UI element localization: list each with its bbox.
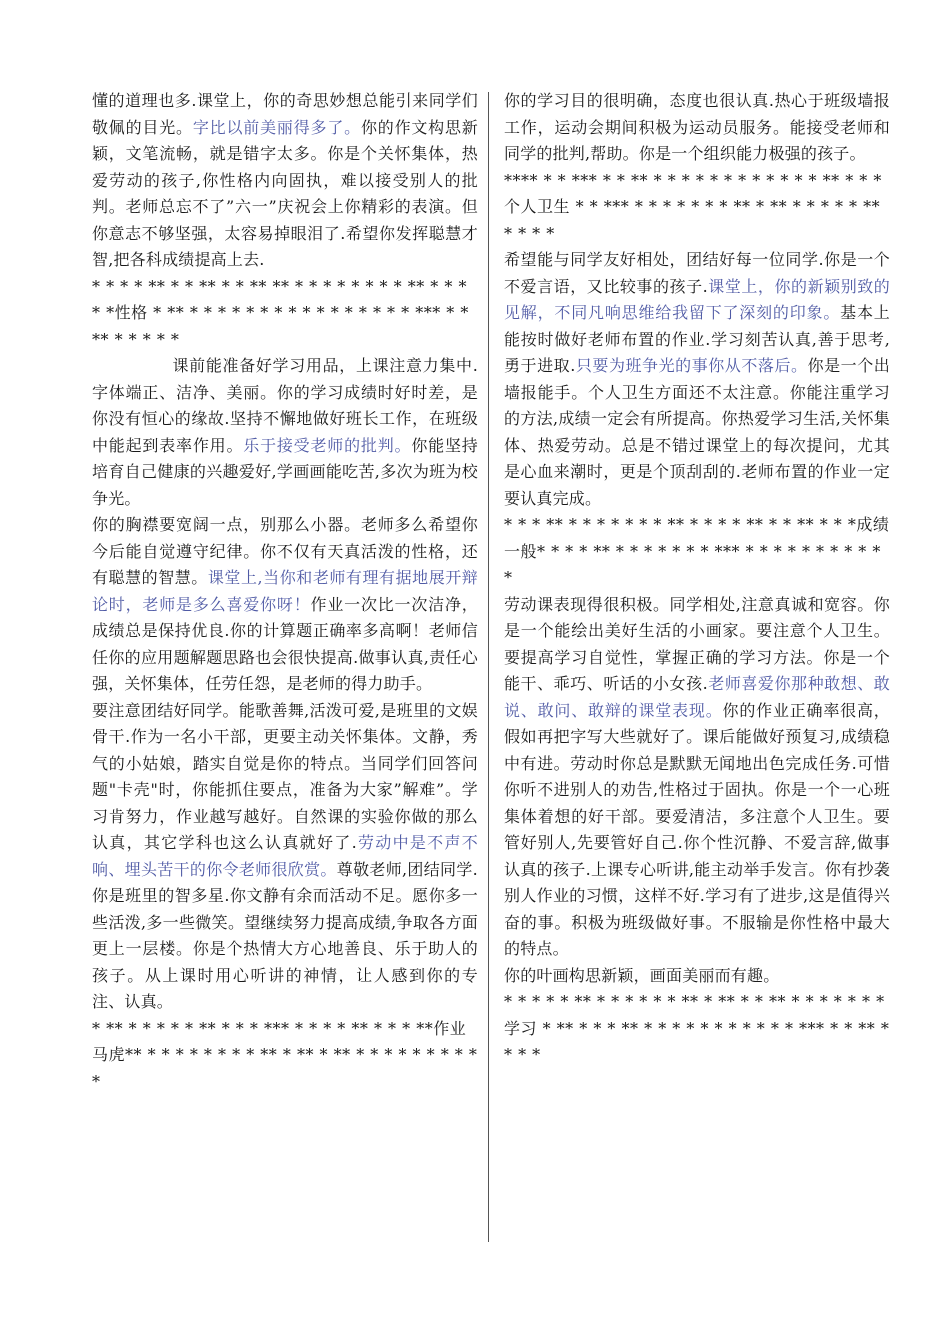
comment-paragraph: 你的学习目的很明确，态度也很认真.热心于班级墙报工作，运动会期间积极为运动员服务。能接受老师和同学的批判,帮助。你是一个组织能力极强的孩子。 bbox=[504, 91, 890, 163]
comment-text: 劳动课表现得很积极。同学相处,注意真诚和宽容。你是一个能绘出美好生活的小画家。要注意个人卫生。要提高学习自觉性，掌握正确的学习方法。你是一个能干、乖巧、听话的小女孩. bbox=[504, 594, 890, 693]
comment-text: 要注意团结好同学。能歌善舞,活泼可爱,是班里的文娱骨干.作为一名小干部，更要主动关怀集体。文静，秀气的小姑娘，踏实自觉是你的特点。当同学们回答问题"卡壳"时，你能抓住要点，准备为大家”解难”。学习肯努力，作业越写越好。自然课的实验你做的那么认真，其它学科也这么认真就好了. bbox=[92, 700, 478, 852]
comment-text: 尊敬老师,团结同学.你是班里的智多星.你文静有余而活动不足。愿你多一些活泼,多一些微笑。望继续努力提高成绩,争取各方面更上一层楼。你是个热情大方心地善良、乐于助人的孩子。从上课时用心听讲的神情，让人感到你的专注、认真。 bbox=[92, 859, 478, 1011]
comment-text: 作业一次比一次洁净，成绩总是保持优良.你的计算题正确率多高啊！老师信任你的应用题解题思路也会很快提高.做事认真,责任心强，关怀集体，任劳任怨，是老师的得力助手。 bbox=[92, 594, 478, 693]
comment-paragraph bbox=[92, 353, 478, 512]
comment-text: 课前能准备好学习用品，上课注意力集中.字体端正、洁净、美丽。你的学习成绩时好时差，是你没有恒心的缘故.坚持不懈地做好班长工作，在班级中能起到表率作用。 bbox=[92, 356, 478, 455]
comment-text: 你的作业正确率很高，假如再把字写大些就好了。课后能做好预复习,成绩稳中有进。劳动时你总是默默无闻地出色完成任务.可惜你听不进别人的劝告,性格过于固执。你是一个一心班集体着想的好干部。要爱清洁，多注意个人卫生。要管好别人,先要管好自己.你个性沉静、不爱言辞,做事认真的孩子.上课专心听讲,能主动举手发言。你有抄袭别人作业的习惯，这样不好.学习有了进步,这是值得兴奋的事。积极为班级做好事。不服输是你性格中最大的特点。 bbox=[504, 700, 890, 958]
category-separator: * * * ** * * * * * * * ** * * * * ** * * ** * * *成绩一般* * * * ** * * * * * * * *** * * * * * * * * * * * bbox=[504, 515, 890, 587]
highlighted-text: 劳动中是不声不响、埋头苦干的你令老师很欣赏。 bbox=[92, 833, 478, 879]
comment-paragraph bbox=[504, 247, 890, 512]
category-separator: **** * * *** * * ** * * * * * * * * * * * * ** * * *个人卫生 * * *** * * * * * * * ** * ** * * * * * ** * * * * bbox=[504, 170, 882, 243]
highlighted-text: 乐于接受老师的批判。 bbox=[243, 435, 412, 455]
comment-text: 希望能与同学友好相处，团结好每一位同学.你是一个不爱言语，又比较事的孩子. bbox=[504, 250, 890, 296]
comment-paragraph: 你的叶画构思新颖，画面美丽而有趣。 bbox=[504, 965, 780, 985]
comment-text: 懂的道理也多.课堂上，你的奇思妙想总能引来同学们敬佩的目光。 bbox=[92, 91, 478, 137]
highlighted-text: 字比以前美丽得多了。 bbox=[192, 117, 361, 137]
category-separator: * * * * * ** * * * * * * ** * ** * * ** * * * * * * *学习 * ** * * * ** * * * * * * * * * * * *** * * ** ** * * bbox=[504, 992, 890, 1064]
comment-text: 你的胸襟要宽阔一点，别那么小器。老师多么希望你今后能自觉遵守纪律。你不仅有天真活泼的性格，还有聪慧的智慧。 bbox=[92, 515, 478, 587]
category-separator: * * * * ** * * ** * * ** ** * * * * * * * * ** * * * * *性格 * ** * * * * * * * * * * * * * * * * *** * * ** * * * * * bbox=[92, 276, 469, 349]
comment-text: 你的作文构思新颖，文笔流畅，就是错字太多。你是个关怀集体，热爱劳动的孩子,你性格内向固执，难以接受别人的批判。老师总忘不了”六一”庆祝会上你精彩的表演。但你意志不够坚强，太容易掉眼泪了.希望你发挥聪慧才智,把各科成绩提高上去. bbox=[92, 117, 479, 269]
comment-paragraph bbox=[92, 698, 478, 1016]
highlighted-text: 课堂上，你的新颖别致的见解，不同凡响思维给我留下了深刻的印象。 bbox=[504, 276, 891, 322]
column-divider bbox=[488, 92, 489, 1242]
right-column bbox=[504, 88, 890, 1069]
category-separator: * ** * * * * * ** * * * *** * * * * ** * * * **作业马虎** * * * * * * * * ** * ** * ** * * * * * * * * * * bbox=[92, 1018, 478, 1091]
comment-text: 基本上能按时做好老师布置的作业.学习刻苦认真,善于思考,勇于进取. bbox=[504, 303, 890, 375]
highlighted-text: 课堂上,当你和老师有理有据地展开辩论时，老师是多么喜爱你呀！ bbox=[92, 568, 478, 614]
highlighted-text: 老师喜爱你那种敢想、敢说、敢问、敢辩的课堂表现。 bbox=[504, 674, 891, 720]
left-column bbox=[92, 88, 478, 1095]
comment-paragraph bbox=[92, 512, 478, 698]
comment-paragraph bbox=[92, 88, 478, 274]
comment-text: 你是一个出墙报能手。个人卫生方面还不太注意。你能注重学习的方法,成绩一定会有所提高。你热爱学习生活,关怀集体、热爱劳动。总是不错过课堂上的每次提问，尤其是心血来潮时，更是个顶刮刮的.老师布置的作业一定要认真完成。 bbox=[504, 356, 890, 508]
comment-paragraph bbox=[504, 592, 890, 963]
comment-text: 你能坚持培育自己健康的兴趣爱好,学画画能吃苦,多次为班为校争光。 bbox=[92, 435, 478, 508]
highlighted-text: 只要为班争光的事你从不落后。 bbox=[575, 356, 808, 375]
